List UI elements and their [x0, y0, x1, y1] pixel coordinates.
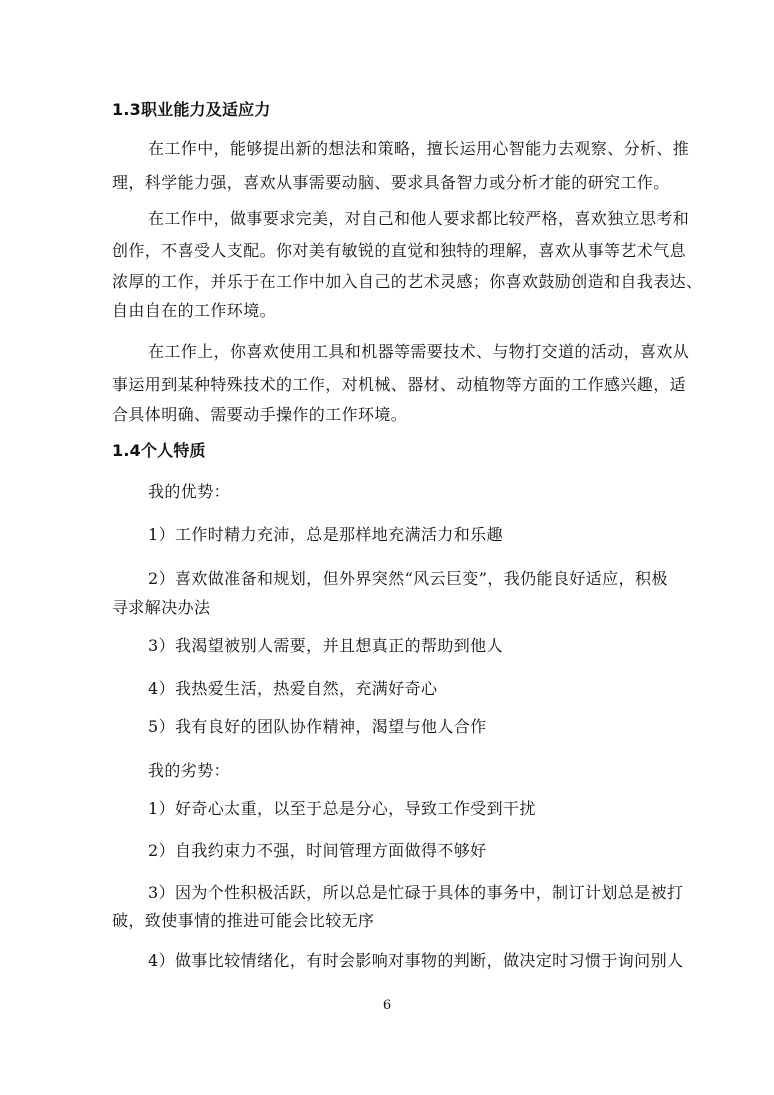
- strength-item: 4）我热爱生活，热爱自然，充满好奇心: [148, 679, 438, 698]
- page-number: 6: [382, 998, 392, 1013]
- paragraph-line: 理，科学能力强，喜欢从事需要动脑、要求具备智力或分析才能的研究工作。: [112, 173, 670, 192]
- strengths-label: 我的优势：: [148, 482, 231, 501]
- paragraph-line: 在工作上，你喜欢使用工具和机器等需要技术、与物打交道的活动，喜欢从: [148, 342, 690, 361]
- paragraph-line: 事运用到某种特殊技术的工作，对机械、器材、动植物等方面的工作感兴趣，适: [112, 375, 687, 394]
- strength-item: 3）我渴望被别人需要，并且想真正的帮助到他人: [148, 636, 503, 655]
- weakness-item: 4）做事比较情绪化，有时会影响对事物的判断，做决定时习惯于询问别人: [148, 951, 684, 970]
- paragraph-line: 合具体明确、需要动手操作的工作环境。: [112, 405, 408, 424]
- strength-item: 1）工作时精力充沛，总是那样地充满活力和乐趣: [148, 525, 503, 544]
- paragraph-line: 创作，不喜受人支配。你对美有敏锐的直觉和独特的理解，喜欢从事等艺术气息: [112, 241, 687, 260]
- weakness-item: 1）好奇心太重，以至于总是分心，导致工作受到干扰: [148, 799, 536, 818]
- weakness-item: 3）因为个性积极活跃，所以总是忙碌于具体的事务中，制订计划总是被打: [148, 883, 684, 902]
- weakness-item: 2）自我约束力不强，时间管理方面做得不够好: [148, 841, 487, 860]
- paragraph-line: 在工作中，能够提出新的想法和策略，擅长运用心智能力去观察、分析、推: [148, 139, 690, 158]
- weakness-item-continuation: 破，致使事情的推进可能会比较无序: [112, 911, 375, 930]
- section-heading-1-3: 1.3职业能力及适应力: [112, 100, 271, 119]
- strength-item: 2）喜欢做准备和规划，但外界突然“风云巨变”，我仍能良好适应，积极: [148, 569, 668, 588]
- paragraph-line: 浓厚的工作，并乐于在工作中加入自己的艺术灵感；你喜欢鼓励创造和自我表达、: [112, 272, 703, 291]
- strength-item: 5）我有良好的团队协作精神，渴望与他人合作: [148, 717, 487, 736]
- paragraph-line: 在工作中，做事要求完美，对自己和他人要求都比较严格，喜欢独立思考和: [148, 209, 690, 228]
- weaknesses-label: 我的劣势：: [148, 761, 231, 780]
- paragraph-line: 自由自在的工作环境。: [112, 301, 277, 320]
- strength-item-continuation: 寻求解决办法: [112, 598, 211, 617]
- section-heading-1-4: 1.4个人特质: [112, 441, 206, 460]
